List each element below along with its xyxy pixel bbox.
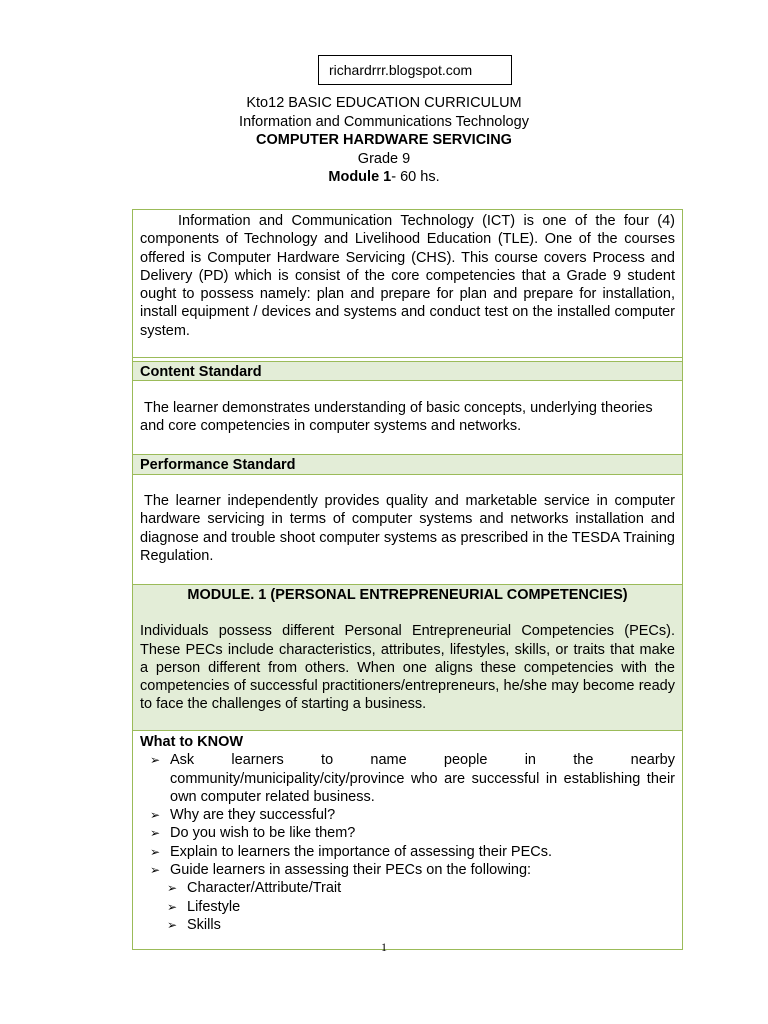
page-number: 1 — [381, 940, 387, 954]
list-item: ➢ Why are they successful? — [170, 806, 675, 824]
list-item: ➢ Explain to learners the importance of assessing their PECs. — [170, 843, 675, 861]
content-standard-section — [133, 381, 682, 455]
performance-standard-section — [133, 475, 682, 585]
what-to-know-heading: What to KNOW — [140, 734, 244, 750]
content-standard-heading: Content Standard — [133, 361, 682, 381]
grade-level: Grade 9 — [357, 150, 411, 167]
what-to-know-section — [133, 731, 682, 949]
site-label: richardrrr.blogspot.com — [318, 55, 512, 85]
list-item: ➢ Do you wish to be like them? — [170, 824, 675, 842]
module-heading: MODULE. 1 (PERSONAL ENTREPRENEURIAL COMPETENCIES) — [187, 587, 628, 603]
performance-standard-text: The learner independently provides quality and marketable service in computer hardware servicing in terms of computer systems and networks installation and diagnose and trouble shoot computer systems as prescribed in the TESDA Training Regulation. — [140, 493, 675, 564]
curriculum-title: Kto12 BASIC EDUCATION CURRICULUM — [246, 95, 522, 111]
module-label: Module 1 — [328, 169, 392, 185]
performance-standard-heading: Performance Standard — [133, 455, 682, 475]
intro-section — [133, 210, 682, 358]
course-title: COMPUTER HARDWARE SERVICING — [256, 132, 512, 148]
sublist-item: ➢ Skills — [187, 916, 675, 934]
curriculum-table — [132, 209, 683, 950]
list-item: ➢ Guide learners in assessing their PECs on the following: — [170, 861, 675, 879]
module-section — [133, 585, 682, 731]
pecs-sublist — [140, 879, 675, 934]
sublist-item: ➢ Character/Attribute/Trait — [187, 879, 675, 897]
content-standard-text: The learner demonstrates understanding of basic concepts, underlying theories and core competencies in computer systems and networks. — [140, 400, 653, 435]
module-hours: - 60 hs. — [391, 169, 440, 185]
what-to-know-list — [140, 751, 675, 879]
module-text: Individuals possess different Personal Entrepreneurial Competencies (PECs). These PECs include characteristics, attributes, lifestyles, skills, or traits that make a person different from others. When one aligns these competencies with the competencies of successful practitioners/entrepreneurs, he/she may become ready to face the challenges of starting a business. — [140, 623, 675, 713]
document-header — [0, 94, 768, 187]
sublist-item: ➢ Lifestyle — [187, 898, 675, 916]
subject-title: Information and Communications Technology — [239, 113, 529, 130]
list-item: ➢ Ask learners to name people in the nearby community/municipality/city/province who are successful in establishing their own computer related business. — [170, 751, 675, 806]
module-duration — [0, 168, 768, 187]
intro-text: Information and Communication Technology (ICT) is one of the four (4) components of Technology and Livelihood Education (TLE). One of the courses offered is Computer Hardware Servicing (CHS). This course covers Process and Delivery (PD) which is consist of the core competencies that a Grade 9 student ought to possess namely: plan and prepare for plan and prepare for installation, install equipment / devices and systems and conduct test on the installed computer system. — [140, 213, 675, 339]
